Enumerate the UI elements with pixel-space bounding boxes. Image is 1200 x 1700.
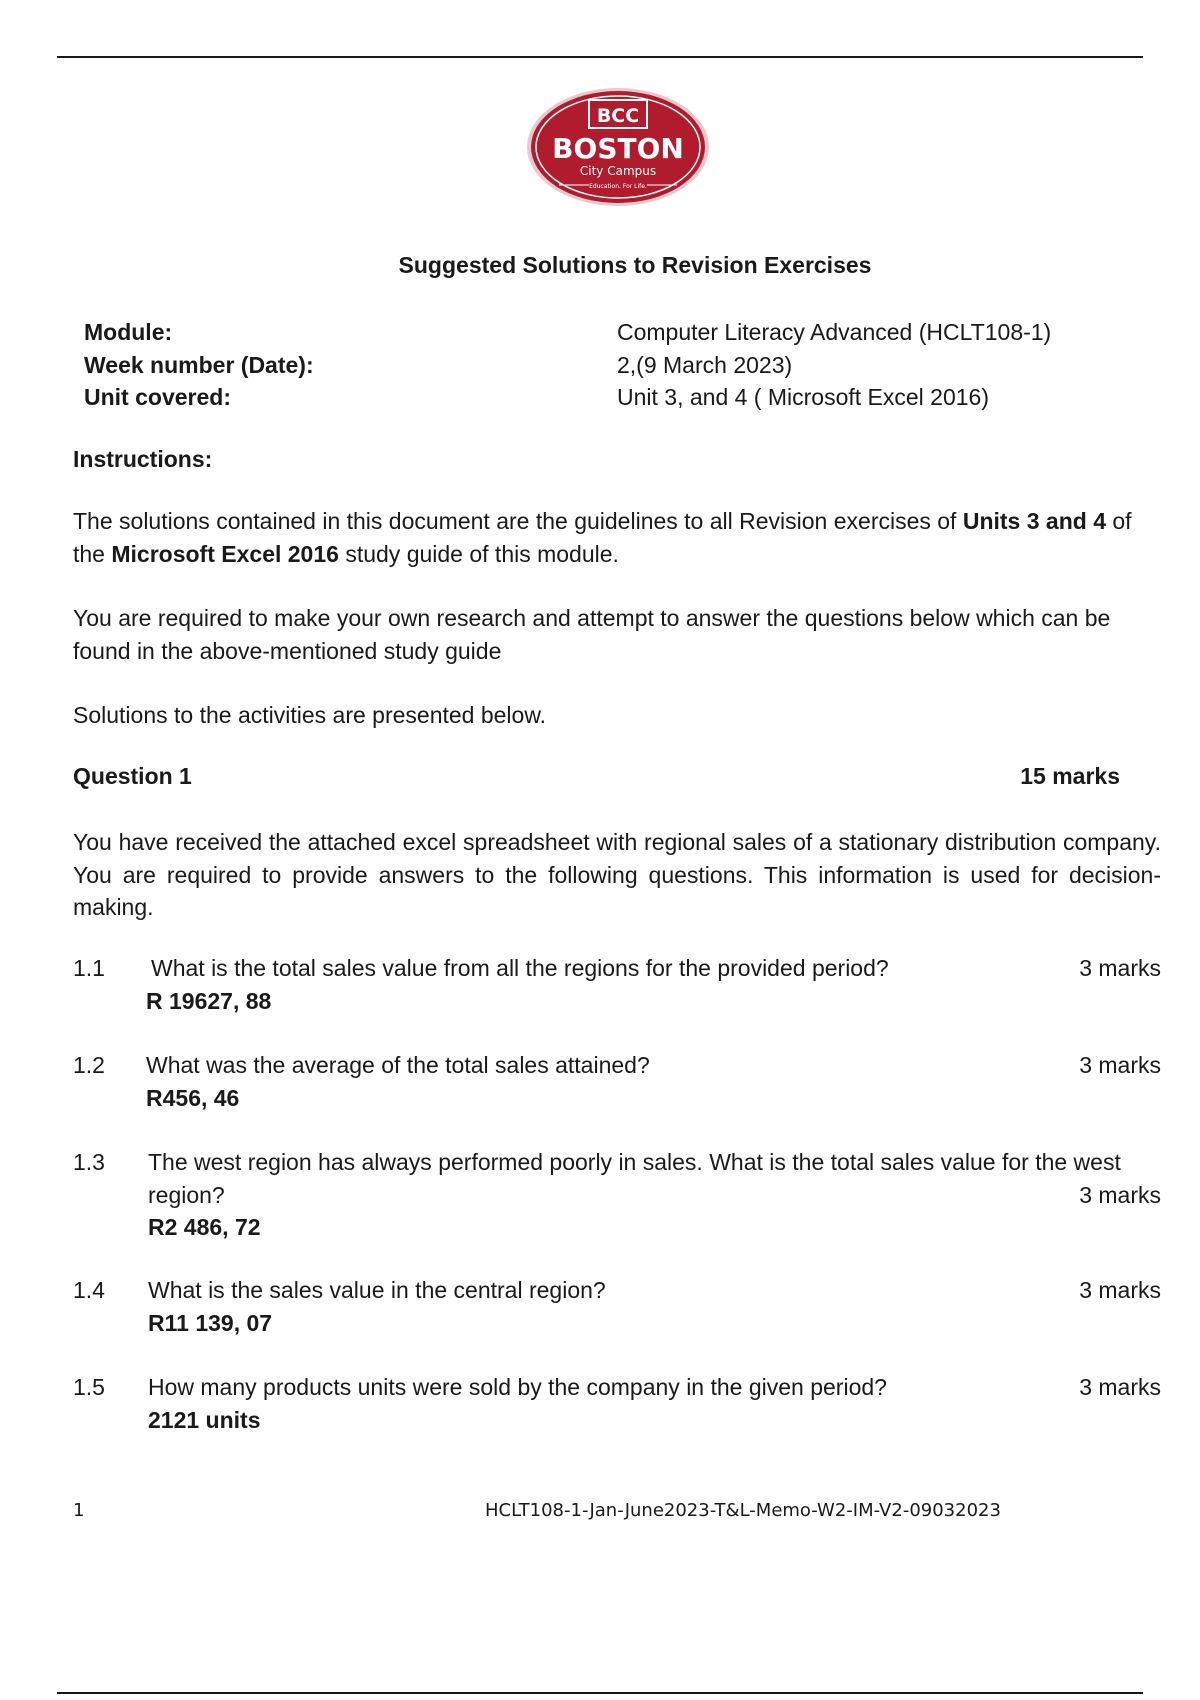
item-answer: R11 139, 07 xyxy=(148,1309,273,1336)
question-item-1-4 xyxy=(73,1274,1161,1344)
instructions-paragraph-2: You are required to make your own research and attempt to answer the questions below which can be found in the above-mentioned study guide xyxy=(73,605,1111,664)
item-question: What is the total sales value from all the regions for the provided period? xyxy=(151,955,889,981)
question-1-marks: 15 marks xyxy=(1020,763,1120,789)
instructions-paragraph-1 xyxy=(73,505,1161,570)
item-number: 1.2 xyxy=(73,1052,105,1078)
question-item-1-1 xyxy=(73,952,1161,1022)
module-value: Computer Literacy Advanced (HCLT108-1) xyxy=(617,319,1052,345)
instructions-excel-emphasis: Microsoft Excel 2016 xyxy=(111,540,339,567)
question-1-label: Question 1 xyxy=(73,763,192,789)
week-label: Week number (Date): xyxy=(84,351,314,378)
item-number: 1.1 xyxy=(73,955,105,981)
meta-row-unit xyxy=(84,381,1104,414)
item-question-line-2: region? xyxy=(148,1181,225,1208)
item-marks: 3 marks xyxy=(1079,1374,1161,1400)
item-answer: R2 486, 72 xyxy=(148,1214,261,1240)
instructions-text: study guide of this module. xyxy=(338,540,619,567)
question-item-1-3 xyxy=(73,1146,1161,1248)
module-label: Module: xyxy=(84,319,173,345)
item-answer: R456, 46 xyxy=(146,1084,240,1111)
item-marks: 3 marks xyxy=(1079,1052,1161,1078)
instructions-text: The solutions contained in this document are the guidelines to all Revision exercises of xyxy=(73,508,963,534)
item-number: 1.4 xyxy=(73,1277,105,1303)
bottom-rule xyxy=(57,1692,1143,1694)
item-number: 1.3 xyxy=(73,1149,105,1175)
instructions-text: of the xyxy=(73,508,1132,567)
instructions-heading: Instructions: xyxy=(73,446,213,472)
unit-value: Unit 3, and 4 ( Microsoft Excel 2016) xyxy=(617,384,989,410)
item-question: How many products units were sold by the company in the given period? xyxy=(148,1374,887,1400)
logo-tagline: Education. For Life. xyxy=(589,183,647,190)
item-question: What is the sales value in the central region? xyxy=(148,1277,606,1303)
instructions-units-emphasis: Units 3 and 4 xyxy=(962,508,1106,534)
question-item-1-5 xyxy=(73,1371,1161,1441)
logo-initials: BCC xyxy=(596,105,640,127)
week-value: 2,(9 March 2023) xyxy=(617,351,793,378)
item-marks: 3 marks xyxy=(1079,955,1161,981)
document-meta xyxy=(84,316,1104,414)
question-1-intro: You have received the attached excel spreadsheet with regional sales of a stationary distribution company. You are required to provide answers to the following questions. This information is used for decision-making. xyxy=(73,829,1161,920)
item-question: What was the average of the total sales attained? xyxy=(146,1052,650,1078)
question-item-1-2 xyxy=(73,1049,1161,1119)
item-question-line-1: The west region has always performed poorly in sales. What is the total sales value for the west xyxy=(148,1149,1121,1175)
document-title: Suggested Solutions to Revision Exercises xyxy=(398,252,872,278)
item-marks: 3 marks xyxy=(1079,1277,1161,1303)
footer-document-code: HCLT108-1-Jan-June2023-T&L-Memo-W2-IM-V2-09032023 xyxy=(485,1500,1001,1521)
item-answer: 2121 units xyxy=(148,1406,261,1433)
instructions-paragraph-3: Solutions to the activities are presented below. xyxy=(73,702,547,728)
logo-name: BOSTON xyxy=(552,132,684,165)
footer-page-number: 1 xyxy=(73,1500,85,1521)
logo-subtitle: City Campus xyxy=(579,164,657,178)
meta-row-module xyxy=(84,316,1104,349)
top-rule xyxy=(57,56,1143,58)
unit-label: Unit covered: xyxy=(84,384,231,410)
item-marks: 3 marks xyxy=(1079,1181,1161,1208)
item-answer: R 19627, 88 xyxy=(146,987,272,1014)
item-number: 1.5 xyxy=(73,1374,105,1400)
question-1-header xyxy=(73,763,1120,790)
boston-city-campus-logo xyxy=(525,86,711,208)
meta-row-week xyxy=(84,349,1104,382)
